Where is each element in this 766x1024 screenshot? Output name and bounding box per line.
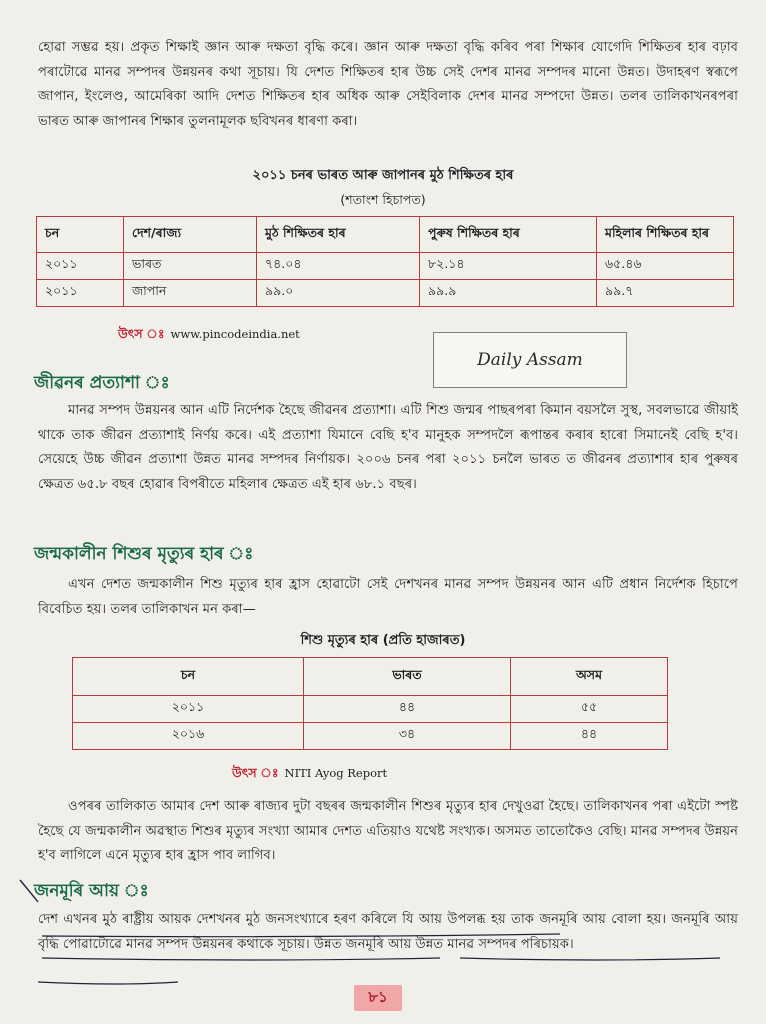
source-text: NITI Ayog Report: [284, 766, 388, 780]
table-header-cell: অসম: [511, 658, 668, 696]
table-cell: জাপান: [124, 280, 257, 307]
per-capita-income-heading: জনমূৰি আয় ঃ: [34, 881, 149, 901]
table-header-cell: দেশ/ৰাজ্য: [124, 217, 257, 253]
daily-assam-stamp: Daily Assam: [433, 332, 627, 388]
table-header-cell: ভাৰত: [304, 658, 511, 696]
infant-mortality-paragraph: এখন দেশত জন্মকালীন শিশু মৃত্যুৰ হাৰ হ্ৰাস হোৱাটো সেই দেশখনৰ মানৱ সম্পদ উন্নয়নৰ আন এটি প্ৰধান নিৰ্দেশক হিচাপে বিবেচিত হয়। তলৰ তালিকাখন মন কৰা—: [38, 577, 738, 617]
life-expectancy-heading: জীৱনৰ প্ৰত্যাশা ঃ: [34, 373, 170, 393]
source-label: উৎস ঃ: [232, 765, 279, 780]
literacy-table-title: ২০১১ চনৰ ভাৰত আৰু জাপানৰ মুঠ শিক্ষিতৰ হাৰ: [252, 168, 514, 183]
per-capita-income-paragraph: দেশ এখনৰ মুঠ ৰাষ্ট্ৰীয় আয়ক দেশখনৰ মুঠ জনসংখ্যাৰে হৰণ কৰিলে যি আয় উপলব্ধ হয় তাক জনমূৰি আয় বোলা হয়। জনমূৰি আয় বৃদ্ধি পোৱাটোৱে মানৱ সম্পদ উন্নয়নৰ কথাকে সূচায়। উন্নত জনমূৰি আয় উন্নত মানৱ সম্পদৰ পৰিচায়ক।: [38, 912, 738, 952]
table-cell: ৮২.১৪: [420, 253, 597, 280]
intro-paragraph: হোৱা সম্ভৱ হয়। প্ৰকৃত শিক্ষাই জ্ঞান আৰু দক্ষতা বৃদ্ধি কৰে। জ্ঞান আৰু দক্ষতা বৃদ্ধি কৰিব পৰা শিক্ষাৰ যোগেদি শিক্ষিতৰ হাৰ বঢ়াব পৰাটোৱে মানৱ সম্পদৰ উন্নয়নৰ কথা সূচায়। যি দেশত শিক্ষিতৰ হাৰ উচ্চ সেই দেশৰ মানৱ সম্পদৰ মানো উন্নত। উদাহৰণ স্বৰূপে জাপান, ইংলেণ্ড, আমেৰিকা আদি দেশত শিক্ষিতৰ হাৰ অধিক আৰু সেইবিলাক দেশৰ মানৱ সম্পদো উন্নত। তলৰ তালিকাখনৰপৰা ভাৰত আৰু জাপানৰ শিক্ষাৰ তুলনামূলক ছবিখনৰ ধাৰণা কৰা।: [38, 40, 738, 129]
table-cell: ৬৫.৪৬: [597, 253, 734, 280]
table-header-cell: পুৰুষ শিক্ষিতৰ হাৰ: [420, 217, 597, 253]
source-label: উৎস ঃ: [118, 326, 165, 341]
table-header-cell: চন: [73, 658, 304, 696]
table-cell: ভাৰত: [124, 253, 257, 280]
table-cell: ২০১১: [37, 280, 124, 307]
life-expectancy-paragraph: মানৱ সম্পদ উন্নয়নৰ আন এটি নিৰ্দেশক হৈছে জীৱনৰ প্ৰত্যাশা। এটি শিশু জন্মৰ পাছৰপৰা কিমান বয়সলৈ সুস্থ, সবলভাৱে জীয়াই থাকে তাক জীৱন প্ৰত্যাশাই নিৰ্ণয় কৰে। এই প্ৰত্যাশা যিমানে বেছি হ'ব মানুহক সম্পদলৈ ৰূপান্তৰ কৰাৰ হাৰো সিমানেই বেছি হ'ব। সেয়েহে উচ্চ জীৱন প্ৰত্যাশা উন্নত মানৱ সম্পদৰ নিৰ্ণায়ক। ২০০৬ চনৰ পৰা ২০১১ চনলৈ ভাৰত ত জীৱনৰ প্ৰত্যাশাৰ হাৰ পুৰুষৰ ক্ষেত্ৰত ৬৫.৮ বছৰ হোৱাৰ বিপৰীতে মহিলাৰ ক্ষেত্ৰত এই হাৰ ৬৮.১ বছৰ।: [38, 403, 738, 492]
table-cell: ৪৪: [511, 723, 668, 750]
table-cell: ২০১১: [73, 696, 304, 723]
source-text: www.pincodeindia.net: [170, 327, 300, 341]
literacy-table-subtitle: (শতাংশ হিচাপত): [340, 192, 426, 207]
table-cell: ৩৪: [304, 723, 511, 750]
infant-mortality-heading: জন্মকালীন শিশুৰ মৃত্যুৰ হাৰ ঃ: [34, 544, 254, 564]
table-cell: ৫৫: [511, 696, 668, 723]
table-cell: ২০১৬: [73, 723, 304, 750]
table-cell: ৯৯.০: [257, 280, 420, 307]
table-header-cell: চন: [37, 217, 124, 253]
table-header-cell: মুঠ শিক্ষিতৰ হাৰ: [257, 217, 420, 253]
mortality-table-title: শিশু মৃত্যুৰ হাৰ (প্ৰতি হাজাৰত): [300, 633, 466, 648]
table-cell: ৭৪.০৪: [257, 253, 420, 280]
table-cell: ৯৯.৭: [597, 280, 734, 307]
table-cell: ৯৯.৯: [420, 280, 597, 307]
table-cell: ২০১১: [37, 253, 124, 280]
table-cell: ৪৪: [304, 696, 511, 723]
table-header-cell: মহিলাৰ শিক্ষিতৰ হাৰ: [597, 217, 734, 253]
mortality-analysis-paragraph: ওপৰৰ তালিকাত আমাৰ দেশ আৰু ৰাজ্যৰ দুটা বছৰৰ জন্মকালীন শিশুৰ মৃত্যুৰ হাৰ দেখুওৱা হৈছে। তালিকাখনৰ পৰা এইটো স্পষ্ট হৈছে যে জন্মকালীন অৱস্থাত শিশুৰ মৃত্যুৰ সংখ্যা আমাৰ দেশত এতিয়াও যথেষ্ট সংখ্যক। অসমত তাতোকৈও বেছি। মানৱ সম্পদৰ উন্নয়ন হ'ব লাগিলে এনে মৃত্যুৰ হাৰ হ্ৰাস পাব লাগিব।: [38, 799, 738, 863]
page-number: ৮১: [354, 985, 402, 1011]
